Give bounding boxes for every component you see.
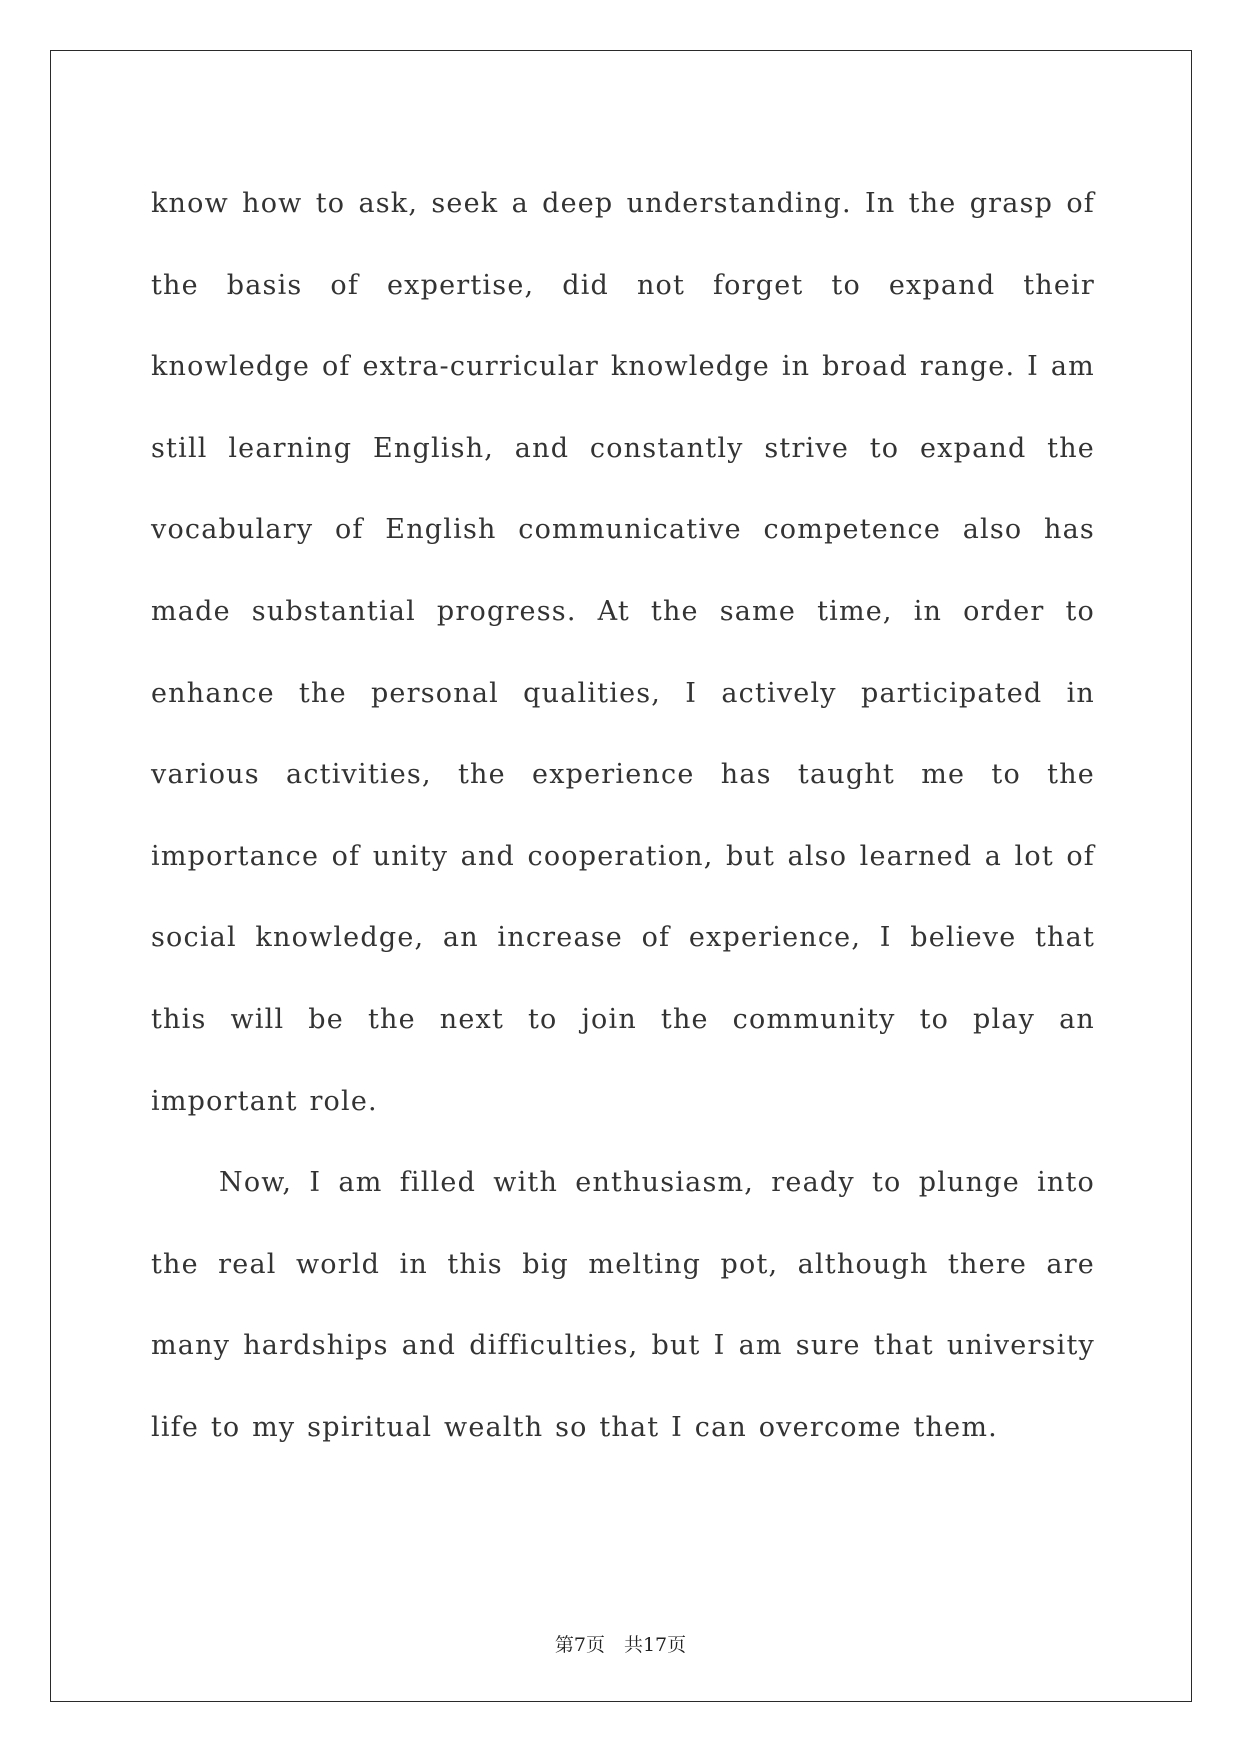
document-body — [151, 163, 1095, 1469]
paragraph: know how to ask, seek a deep understanding. In the grasp of the basis of expertise, did not forget to expand their knowledge of extra-curricular knowledge in broad range. I am still learning English, and constantly strive to expand the vocabulary of English communicative competence also has made substantial progress. At the same time, in order to enhance the personal qualities, I actively participated in various activities, the experience has taught me to the importance of unity and cooperation, but also learned a lot of social knowledge, an increase of experience, I believe that this will be the next to join the community to play an important role. — [151, 188, 1095, 1117]
page-number: 第7页 共17页 — [554, 1634, 687, 1656]
paragraph: Now, I am filled with enthusiasm, ready to plunge into the real world in this big melting pot, although there are many hardships and difficulties, but I am sure that university life to my spiritual wealth so that I can overcome them. — [151, 1167, 1095, 1443]
